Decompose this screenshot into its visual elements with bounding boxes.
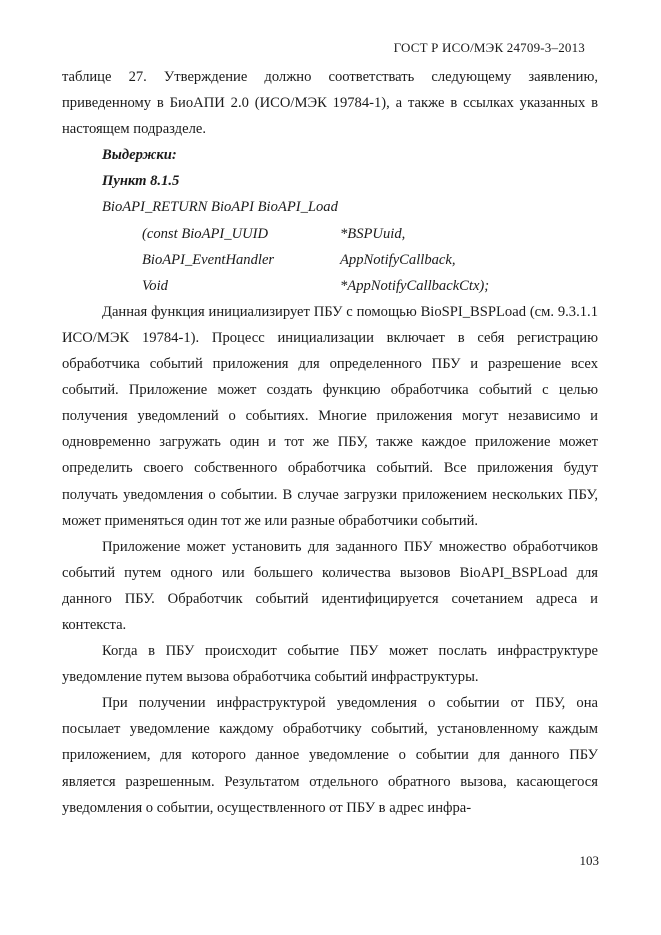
code-param-type: (const BioAPI_UUID [142,225,269,242]
code-param-name: AppNotifyCallback, [340,251,456,268]
code-param-type: Void [142,277,168,294]
page-number: 103 [579,853,599,868]
body-paragraph: Данная функция инициализирует ПБУ с помощью BioSPI_BSPLoad (см. 9.3.1.1 ИСО/МЭК 19784-1). Процесс инициализации включает в себя регистрацию обработчика событий приложения для определенного ПБУ и разрешение всех событий. Приложение может создать функцию обработчика событий с целью получения уведомлений о событиях. Многие приложения могут независимо и одновременно загружать один и тот же ПБУ, также каждое приложение может определить своего собственного обработчика событий. Все приложения будут получать уведомления о событии. В случае загрузки приложением нескольких ПБУ, может применяться один тот же или разные обработчики событий. [62,303,598,529]
code-param-name: *AppNotifyCallbackCtx); [340,277,490,294]
page-body [62,64,598,821]
intro-paragraph: таблице 27. Утверждение должно соответствать следующему заявлению, приведенному в БиоАПИ 2.0 (ИСО/МЭК 19784-1), а также в ссылках указанных в настоящем подразделе. [62,69,598,138]
code-param-row [62,273,598,299]
standard-designation: ГОСТ Р ИСО/МЭК 24709-3–2013 [393,40,585,55]
code-param-name: *BSPUuid, [340,225,406,242]
code-param-row [62,247,598,273]
body-paragraph: Приложение может установить для заданного ПБУ множество обработчиков событий путем одного или большего количества вызовов BioAPI_BSPLoad для данного ПБУ. Обработчик событий идентифицируется сочетанием адреса и контекста. [62,538,598,633]
excerpts-heading: Выдержки: [102,147,177,164]
body-paragraph: Когда в ПБУ происходит событие ПБУ может послать инфраструктуре уведомление путем вызова обработчика событий инфраструктуры. [62,643,598,686]
code-signature: BioAPI_RETURN BioAPI BioAPI_Load [102,199,338,216]
code-param-row [62,221,598,247]
code-param-type: BioAPI_EventHandler [142,251,275,268]
body-paragraph: При получении инфраструктурой уведомления о событии от ПБУ, она посылает уведомление каждому обработчику событий, установленному каждым приложением, для которого данное уведомление о событии для данного ПБУ является разрешенным. Результатом отдельного обратного вызова, касающегося уведомления о событии, осуществленного от ПБУ в адрес инфра- [62,695,598,816]
clause-heading: Пункт 8.1.5 [102,173,180,190]
